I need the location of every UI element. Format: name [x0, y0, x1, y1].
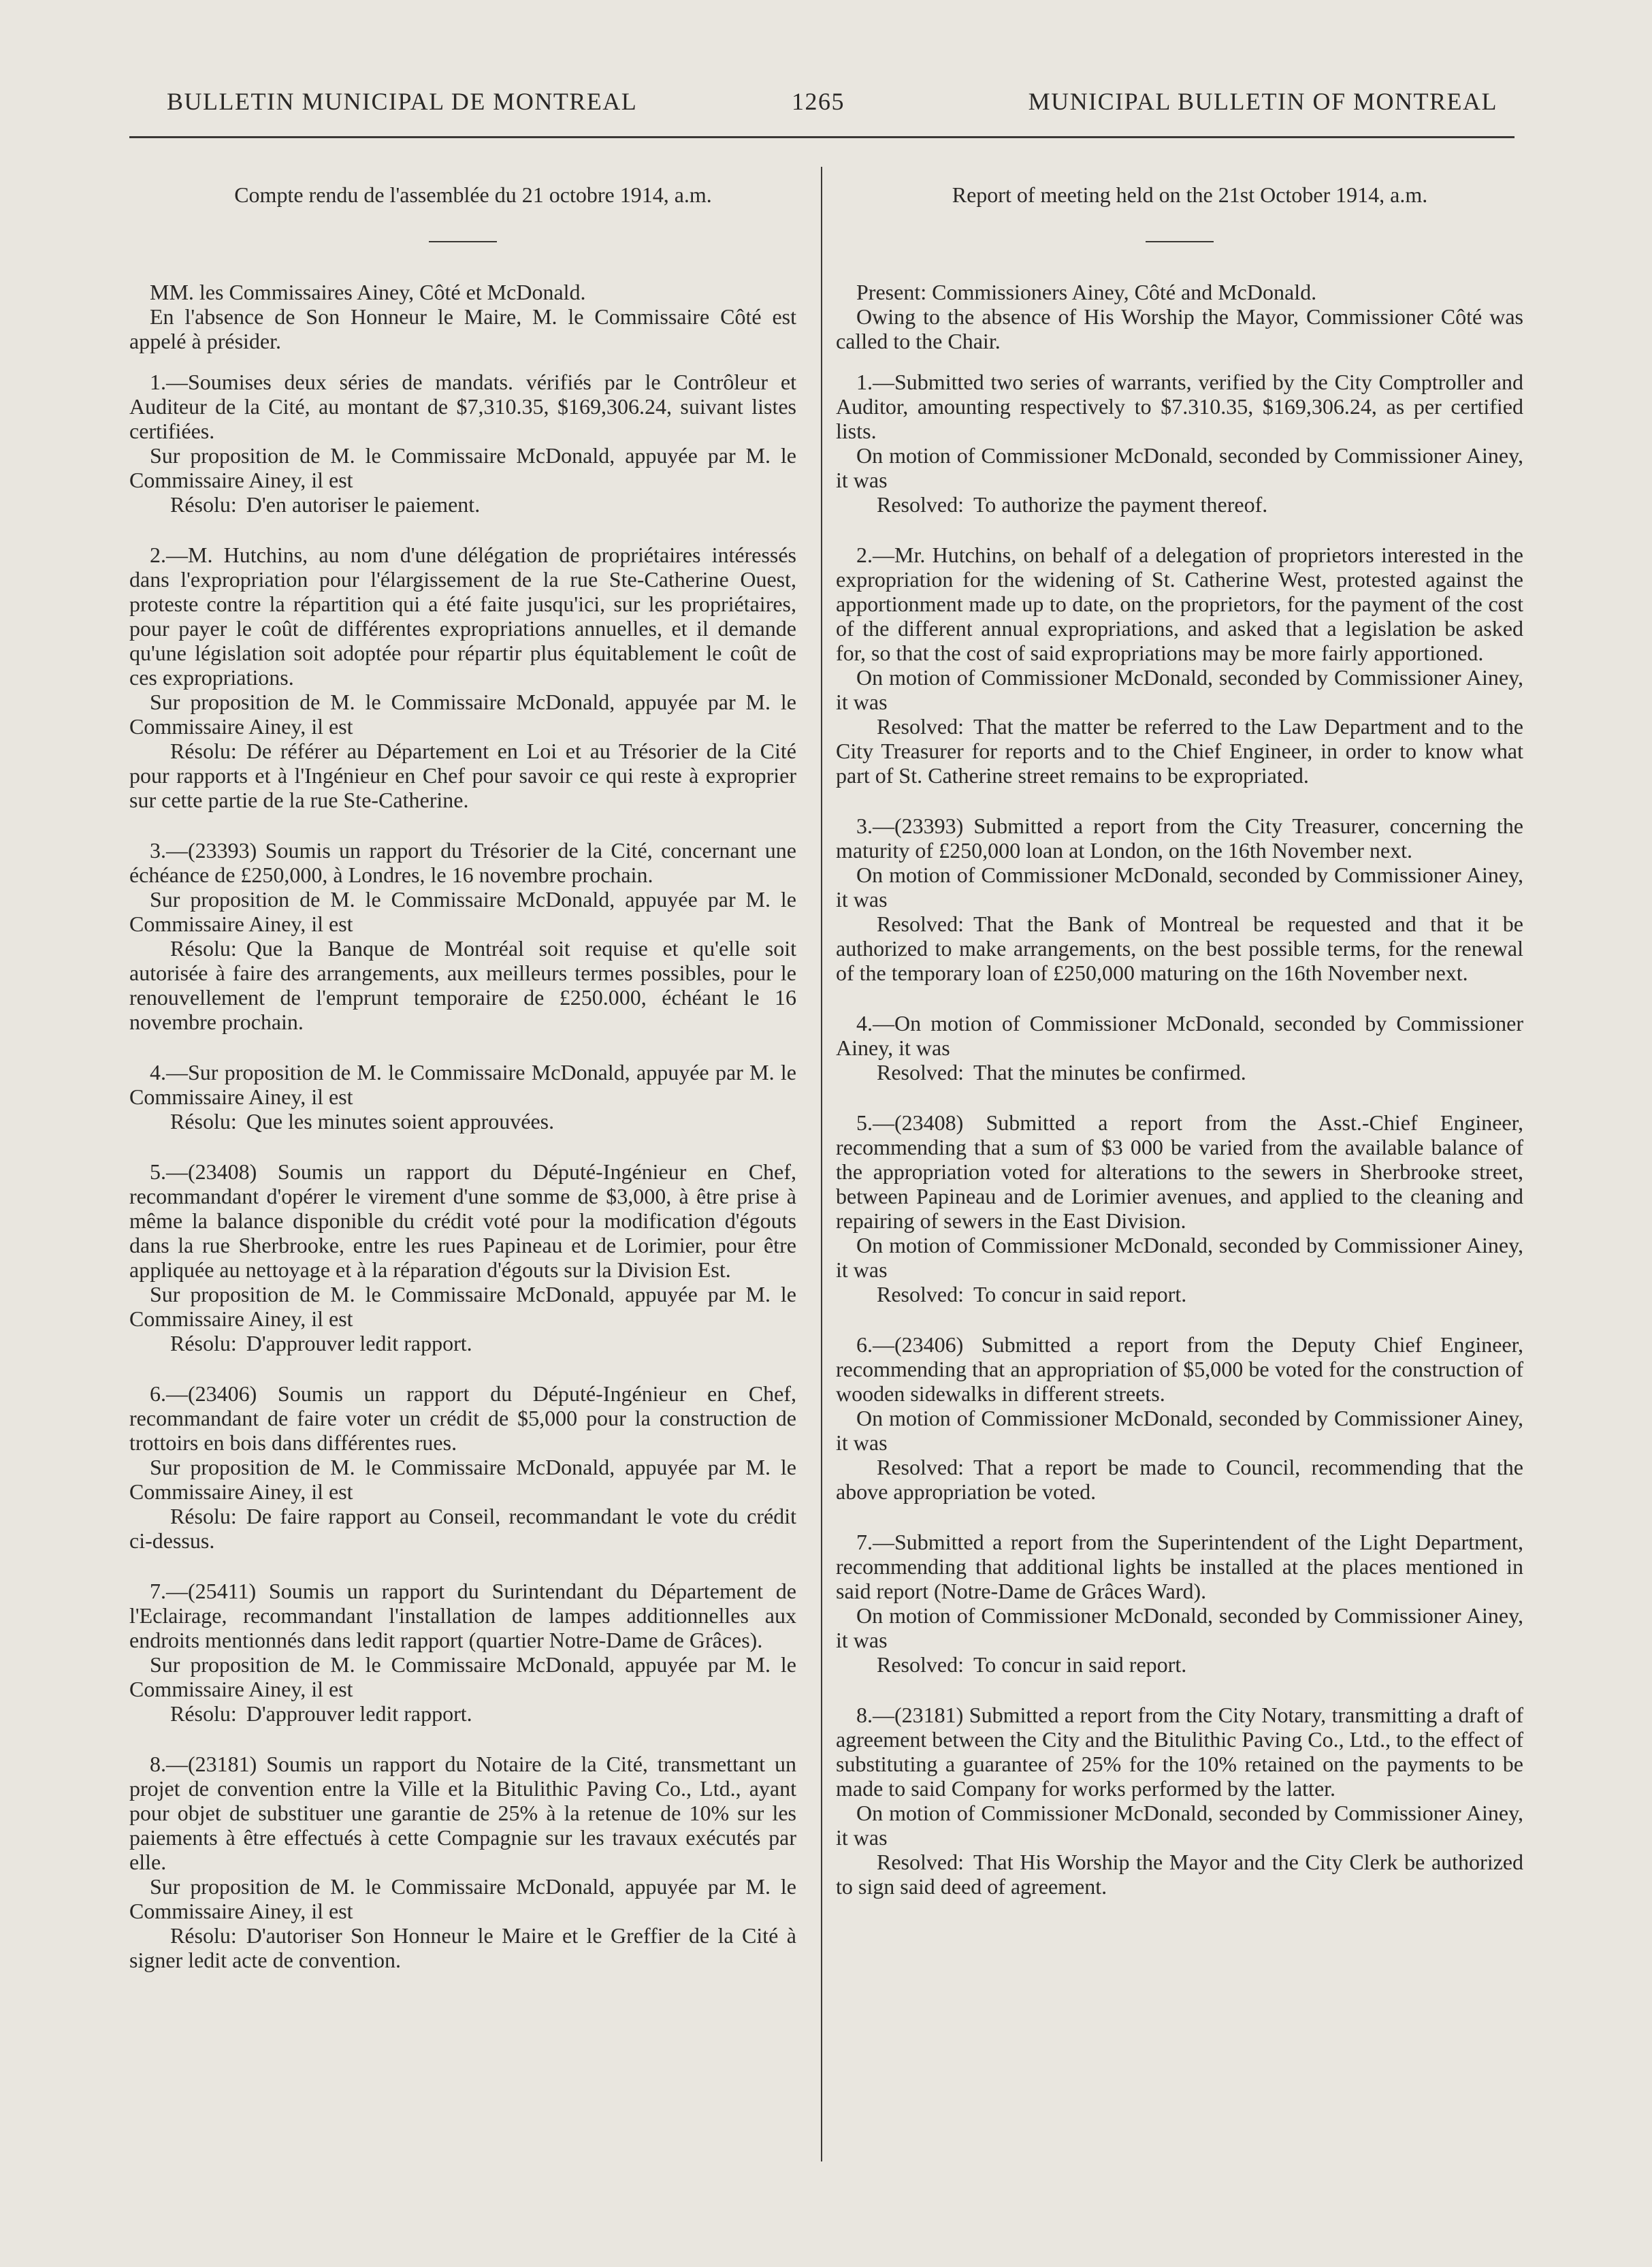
column-divider — [821, 167, 822, 2161]
agenda-item-motion: Sur proposition de M. le Commissaire McDonald, appuyée par M. le Commissaire Ainey, il est — [129, 1874, 796, 1923]
french-present: MM. les Commissaires Ainey, Côté et McDonald. — [150, 280, 586, 304]
resolution-label: Resolved: — [877, 1282, 964, 1306]
header-english-title: MUNICIPAL BULLETIN OF MONTREAL — [1028, 88, 1497, 115]
french-chair: En l'absence de Son Honneur le Maire, M. le Commissaire Côté est appelé à présider. — [129, 304, 796, 353]
resolution-label: Resolved: — [877, 714, 964, 739]
header-french-title: BULLETIN MUNICIPAL DE MONTREAL — [167, 88, 638, 115]
agenda-item-resolution — [836, 1455, 1523, 1504]
resolution-label: Résolu: — [170, 1701, 237, 1726]
resolution-label: Résolu: — [170, 1109, 237, 1134]
resolution-text: D'approuver ledit rapport. — [246, 1331, 472, 1355]
header-rule — [129, 136, 1515, 138]
agenda-item-motion: Sur proposition de M. le Commissaire McDonald, appuyée par M. le Commissaire Ainey, il est — [129, 1652, 796, 1701]
resolution-text: De référer au Département en Loi et au Trésorier de la Cité pour rapports et à l'Ingénieur en Chef pour savoir ce qui reste à exproprier sur cette partie de la rue Ste-Catherine. — [129, 739, 796, 812]
resolution-text: D'autoriser Son Honneur le Maire et le Greffier de la Cité à signer ledit acte de convention. — [129, 1923, 796, 1972]
agenda-item-text: 1.—Soumises deux séries de mandats. vérifiés par le Contrôleur et Auditeur de la Cité, au montant de $7,310.35, $169,306.24, suivant listes certifiées. — [129, 370, 796, 443]
agenda-item-motion: On motion of Commissioner McDonald, seconded by Commissioner Ainey, it was — [836, 1233, 1523, 1282]
agenda-item-resolution — [129, 492, 796, 517]
resolution-text: Que les minutes soient approuvées. — [246, 1109, 555, 1134]
agenda-item-text: 6.—(23406) Submitted a report from the Deputy Chief Engineer, recommending that an appropriation of $5,000 be voted for the construction of wooden sidewalks in different streets. — [836, 1332, 1523, 1406]
agenda-item-text: 1.—Submitted two series of warrants, verified by the City Comptroller and Auditor, amounting respectively to $7.310.35, $169,306.24, as per certified lists. — [836, 370, 1523, 443]
english-chair: Owing to the absence of His Worship the Mayor, Commissioner Côté was called to the Chair. — [836, 304, 1523, 353]
agenda-item-text: 4.—Sur proposition de M. le Commissaire McDonald, appuyée par M. le Commissaire Ainey, il est — [129, 1060, 796, 1109]
agenda-item-text: 3.—(23393) Submitted a report from the City Treasurer, concerning the maturity of £250,000 loan at London, on the 16th November next. — [836, 814, 1523, 863]
agenda-item-resolution — [129, 1701, 796, 1726]
title-separator — [1146, 241, 1214, 242]
agenda-item-resolution — [836, 1060, 1523, 1084]
resolution-label: Résolu: — [170, 1331, 237, 1355]
agenda-item-text: 2.—M. Hutchins, au nom d'une délégation de propriétaires intéressés dans l'expropriation pour l'élargissement de la rue Ste-Catherine Ouest, proteste contre la répartition qui a été faite jusqu'ici, sur les propriétaires, pour payer le coût de différentes expropriations annuelles, et il demande qu'une législation soit adoptée pour répartir plus équitablement le coût de ces expropriations. — [129, 543, 796, 690]
agenda-item-text: 8.—(23181) Submitted a report from the City Notary, transmitting a draft of agreement between the City and the Bitulithic Paving Co., Ltd., to the effect of substituting a guarantee of 25% for the 10% retained on the payments to be made to said Company for works performed by the latter. — [836, 1703, 1523, 1801]
agenda-item-text: 7.—(25411) Soumis un rapport du Surintendant du Département de l'Eclairage, recommandant l'installation de lampes additionnelles aux endroits mentionnés dans ledit rapport (quartier Notre-Dame de Grâces). — [129, 1579, 796, 1652]
resolution-label: Résolu: — [170, 492, 237, 517]
agenda-item-motion: Sur proposition de M. le Commissaire McDonald, appuyée par M. le Commissaire Ainey, il est — [129, 887, 796, 936]
agenda-item-resolution — [836, 1850, 1523, 1899]
agenda-item-text: 2.—Mr. Hutchins, on behalf of a delegation of proprietors interested in the expropriation for the widening of St. Catherine West, protested against the apportionment made up to date, on the proprietors, for the payment of the cost of the different annual expropriations, and asked that a legislation be asked for, so that the cost of said expropriations may be more fairly apportioned. — [836, 543, 1523, 665]
resolution-text: D'approuver ledit rapport. — [246, 1701, 472, 1726]
agenda-item-text: 5.—(23408) Submitted a report from the Asst.-Chief Engineer, recommending that a sum of $3 000 be varied from the available balance of the appropriation voted for alterations to the sewers in Sherbrooke street, between Papineau and de Lorimier avenues, and applied to the cleaning and repairing of sewers in the East Division. — [836, 1110, 1523, 1233]
resolution-text: That the matter be referred to the Law Department and to the City Treasurer for reports and to the Chief Engineer, in order to know what part of St. Catherine street remains to be expropriated. — [836, 714, 1523, 788]
agenda-item-text: 5.—(23408) Soumis un rapport du Député-Ingénieur en Chef, recommandant d'opérer le virement d'une somme de $3,000, à être prise à même la balance disponible du crédit voté pour la modification d'égouts dans la rue Sherbrooke, entre les rues Papineau et de Lorimier, pour être appliquée au nettoyage et à la réparation d'égouts sur la Division Est. — [129, 1159, 796, 1282]
resolution-label: Resolved: — [877, 912, 964, 936]
resolution-text: To authorize the payment thereof. — [973, 492, 1268, 517]
resolution-label: Resolved: — [877, 1652, 964, 1677]
agenda-item-resolution — [836, 912, 1523, 985]
agenda-item-resolution — [129, 1331, 796, 1355]
english-meeting-title: Report of meeting held on the 21st October 1914, a.m. — [952, 182, 1428, 207]
resolution-text: D'en autoriser le paiement. — [246, 492, 481, 517]
resolution-label: Resolved: — [877, 492, 964, 517]
agenda-item-resolution — [836, 1282, 1523, 1306]
agenda-item-motion: On motion of Commissioner McDonald, seconded by Commissioner Ainey, it was — [836, 863, 1523, 912]
agenda-item-resolution — [836, 492, 1523, 517]
resolution-label: Resolved: — [877, 1060, 964, 1084]
resolution-text: That His Worship the Mayor and the City Clerk be authorized to sign said deed of agreement. — [836, 1850, 1523, 1899]
agenda-item-resolution — [836, 1652, 1523, 1677]
english-items — [836, 370, 1523, 1899]
resolution-label: Resolved: — [877, 1850, 964, 1874]
agenda-item-resolution — [836, 714, 1523, 788]
agenda-item-motion: On motion of Commissioner McDonald, seconded by Commissioner Ainey, it was — [836, 1801, 1523, 1850]
agenda-item-motion: On motion of Commissioner McDonald, seconded by Commissioner Ainey, it was — [836, 665, 1523, 714]
agenda-item-text: 3.—(23393) Soumis un rapport du Trésorier de la Cité, concernant une échéance de £250,000, à Londres, le 16 novembre prochain. — [129, 838, 796, 887]
resolution-text: That the minutes be confirmed. — [973, 1060, 1246, 1084]
agenda-item-resolution — [129, 936, 796, 1034]
resolution-text: De faire rapport au Conseil, recommandant le vote du crédit ci-dessus. — [129, 1504, 796, 1553]
resolution-text: Que la Banque de Montréal soit requise et qu'elle soit autorisée à faire des arrangements, aux meilleurs termes possibles, pour le renouvellement de l'emprunt temporaire de £250.000, échéant le 16 novembre prochain. — [129, 936, 796, 1034]
resolution-text: To concur in said report. — [973, 1282, 1187, 1306]
agenda-item-resolution — [129, 1504, 796, 1553]
resolution-label: Résolu: — [170, 1923, 237, 1948]
agenda-item-motion: Sur proposition de M. le Commissaire McDonald, appuyée par M. le Commissaire Ainey, il est — [129, 1282, 796, 1331]
agenda-item-motion: On motion of Commissioner McDonald, seconded by Commissioner Ainey, it was — [836, 1603, 1523, 1652]
resolution-label: Résolu: — [170, 936, 237, 961]
agenda-item-text: 7.—Submitted a report from the Superintendent of the Light Department, recommending that additional lights be installed at the places mentioned in said report (Notre-Dame de Grâces Ward). — [836, 1530, 1523, 1603]
resolution-text: That a report be made to Council, recommending that the above appropriation be voted. — [836, 1455, 1523, 1504]
agenda-item-resolution — [129, 1109, 796, 1134]
french-column — [129, 182, 796, 1972]
french-items — [129, 370, 796, 1972]
page-number: 1265 — [792, 88, 845, 115]
agenda-item-motion: Sur proposition de M. le Commissaire McDonald, appuyée par M. le Commissaire Ainey, il est — [129, 690, 796, 739]
resolution-text: That the Bank of Montreal be requested and that it be authorized to make arrangements, on the best possible terms, for the renewal of the temporary loan of £250,000 maturing on the 16th November next. — [836, 912, 1523, 985]
agenda-item-motion: Sur proposition de M. le Commissaire McDonald, appuyée par M. le Commissaire Ainey, il est — [129, 443, 796, 492]
resolution-label: Résolu: — [170, 1504, 237, 1528]
english-column — [836, 182, 1523, 1899]
agenda-item-resolution — [129, 739, 796, 812]
resolution-label: Resolved: — [877, 1455, 964, 1479]
french-meeting-title: Compte rendu de l'assemblée du 21 octobre 1914, a.m. — [234, 182, 712, 207]
agenda-item-text: 4.—On motion of Commissioner McDonald, seconded by Commissioner Ainey, it was — [836, 1011, 1523, 1060]
agenda-item-motion: On motion of Commissioner McDonald, seconded by Commissioner Ainey, it was — [836, 1406, 1523, 1455]
english-present: Present: Commissioners Ainey, Côté and McDonald. — [856, 280, 1317, 304]
page-header — [129, 87, 1497, 121]
agenda-item-text: 6.—(23406) Soumis un rapport du Député-Ingénieur en Chef, recommandant de faire voter un crédit de $5,000 pour la construction de trottoirs en bois dans différentes rues. — [129, 1381, 796, 1455]
agenda-item-motion: Sur proposition de M. le Commissaire McDonald, appuyée par M. le Commissaire Ainey, il est — [129, 1455, 796, 1504]
resolution-label: Résolu: — [170, 739, 237, 763]
agenda-item-text: 8.—(23181) Soumis un rapport du Notaire de la Cité, transmettant un projet de convention entre la Ville et la Bitulithic Paving Co., Ltd., ayant pour objet de substituer une garantie de 25% à la retenue de 10% sur les paiements à être effectués à cette Compagnie sur les travaux exécutés par elle. — [129, 1752, 796, 1874]
title-separator — [429, 241, 497, 242]
resolution-text: To concur in said report. — [973, 1652, 1187, 1677]
agenda-item-motion: On motion of Commissioner McDonald, seconded by Commissioner Ainey, it was — [836, 443, 1523, 492]
agenda-item-resolution — [129, 1923, 796, 1972]
